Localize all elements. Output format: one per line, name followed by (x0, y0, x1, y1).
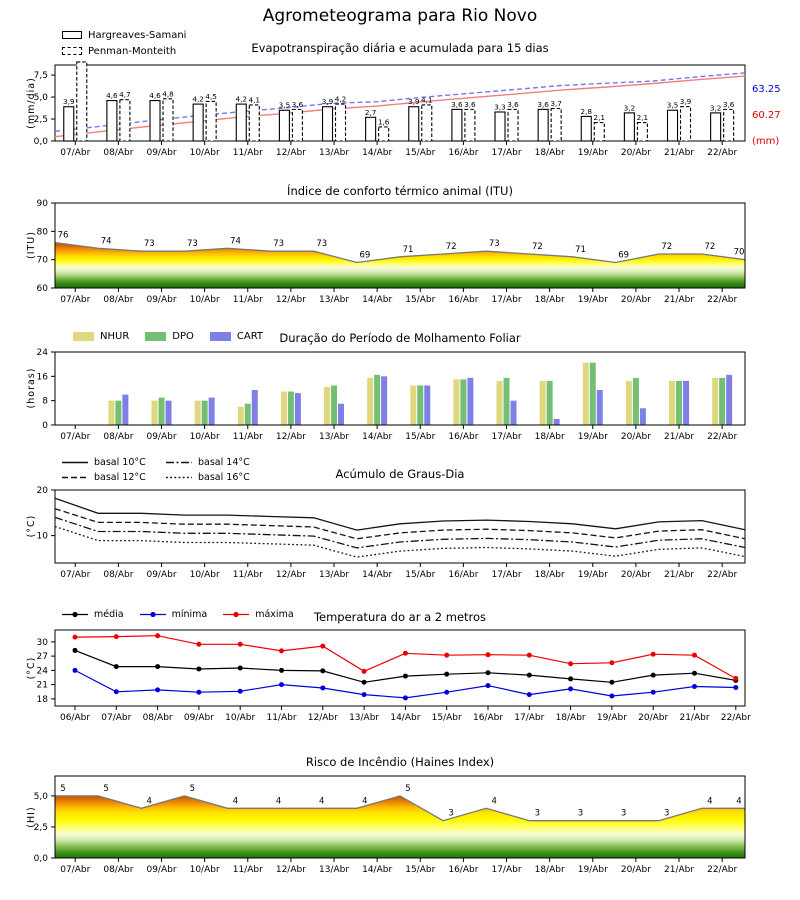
svg-text:13/Abr: 13/Abr (318, 148, 350, 158)
svg-text:22/Abr: 22/Abr (707, 432, 738, 442)
media-dot-line-swatch-icon (62, 610, 88, 619)
svg-text:10/Abr: 10/Abr (189, 295, 220, 305)
svg-text:21/Abr: 21/Abr (663, 570, 695, 580)
nhur-swatch-icon (73, 332, 94, 341)
svg-text:3,5: 3,5 (666, 100, 679, 110)
svg-text:12/Abr: 12/Abr (307, 713, 338, 723)
accumulated-penman-value: 63.25 (752, 84, 781, 95)
svg-text:17/Abr: 17/Abr (514, 713, 545, 723)
evapotranspiration-legend (62, 27, 186, 59)
solid-line-swatch-icon (62, 459, 88, 466)
svg-text:3,5: 3,5 (278, 100, 291, 110)
svg-text:2,1: 2,1 (593, 113, 606, 123)
molhamento-title: Duração do Período de Molhamento Foliar (279, 331, 521, 345)
minima-dot-line-swatch-icon (140, 610, 166, 619)
legend-label: média (94, 609, 124, 620)
svg-text:07/Abr: 07/Abr (60, 865, 91, 875)
svg-text:0: 0 (42, 421, 48, 431)
legend-item-basal12 (62, 470, 166, 485)
svg-text:4,1: 4,1 (248, 95, 261, 105)
svg-text:0,0: 0,0 (33, 854, 48, 864)
svg-text:17/Abr: 17/Abr (491, 865, 522, 875)
svg-text:07/Abr: 07/Abr (60, 432, 91, 442)
svg-text:20: 20 (36, 486, 48, 496)
svg-text:13/Abr: 13/Abr (318, 432, 350, 442)
svg-text:16: 16 (36, 372, 48, 383)
graus-dia-legend (62, 455, 250, 485)
cart-swatch-icon (210, 332, 231, 341)
legend-label: máxima (255, 609, 294, 620)
dpo-swatch-icon (145, 332, 166, 341)
svg-text:15/Abr: 15/Abr (405, 148, 436, 158)
svg-text:07/Abr: 07/Abr (60, 148, 91, 158)
svg-text:5,0: 5,0 (33, 93, 48, 104)
legend-label: basal 10°C (94, 457, 146, 468)
svg-text:09/Abr: 09/Abr (146, 148, 177, 158)
svg-text:13/Abr: 13/Abr (318, 570, 350, 580)
svg-text:15/Abr: 15/Abr (405, 865, 436, 875)
svg-text:12/Abr: 12/Abr (275, 432, 306, 442)
svg-text:5,0: 5,0 (33, 791, 48, 802)
svg-text:76: 76 (57, 230, 69, 241)
svg-text:19/Abr: 19/Abr (577, 295, 608, 305)
svg-text:4: 4 (736, 796, 742, 807)
svg-text:4: 4 (275, 796, 282, 807)
svg-text:3,9: 3,9 (679, 97, 692, 107)
legend-item-nhur (73, 331, 129, 342)
svg-text:30: 30 (36, 637, 48, 648)
svg-text:14/Abr: 14/Abr (362, 295, 393, 305)
svg-text:19/Abr: 19/Abr (577, 570, 608, 580)
svg-text:3,6: 3,6 (537, 99, 549, 109)
svg-text:06/Abr: 06/Abr (59, 713, 91, 723)
svg-text:18/Abr: 18/Abr (534, 432, 565, 442)
svg-text:11/Abr: 11/Abr (266, 713, 297, 723)
legend-item-media (62, 609, 124, 620)
svg-text:21/Abr: 21/Abr (663, 295, 695, 305)
svg-text:12/Abr: 12/Abr (275, 148, 306, 158)
svg-text:11/Abr: 11/Abr (232, 432, 263, 442)
svg-text:09/Abr: 09/Abr (146, 865, 177, 875)
svg-text:4,2: 4,2 (192, 94, 204, 104)
svg-text:19/Abr: 19/Abr (596, 713, 627, 723)
itu-title: Índice de conforto térmico animal (ITU) (287, 184, 513, 198)
y-axis-label-hi: (HI) (26, 806, 37, 828)
svg-text:4: 4 (362, 796, 368, 807)
svg-text:24: 24 (36, 666, 48, 677)
y-axis-label-horas: (horas) (26, 367, 37, 409)
svg-text:21/Abr: 21/Abr (663, 148, 695, 158)
legend-item-basal14 (166, 455, 250, 470)
svg-text:73: 73 (186, 239, 198, 250)
svg-text:17/Abr: 17/Abr (491, 148, 522, 158)
svg-text:74: 74 (100, 236, 112, 247)
svg-text:22/Abr: 22/Abr (720, 713, 751, 723)
y-axis-label-itu: (ITU) (26, 231, 37, 259)
svg-text:3,9: 3,9 (321, 97, 334, 107)
svg-text:3,3: 3,3 (494, 102, 506, 112)
svg-text:07/Abr: 07/Abr (60, 295, 91, 305)
svg-text:08/Abr: 08/Abr (103, 432, 134, 442)
legend-label: basal 14°C (198, 457, 250, 468)
legend-item-cart (210, 331, 263, 342)
temperatura-chart (37, 630, 752, 723)
svg-text:71: 71 (575, 244, 586, 255)
svg-text:07/Abr: 07/Abr (60, 570, 91, 580)
svg-text:3,6: 3,6 (451, 99, 463, 109)
svg-text:10: 10 (36, 531, 48, 542)
svg-text:2,8: 2,8 (580, 106, 593, 116)
svg-text:09/Abr: 09/Abr (146, 570, 177, 580)
svg-text:70: 70 (36, 255, 48, 266)
svg-text:73: 73 (273, 239, 285, 250)
svg-text:15/Abr: 15/Abr (431, 713, 462, 723)
dotted-line-swatch-icon (166, 474, 192, 481)
svg-text:12/Abr: 12/Abr (275, 865, 306, 875)
svg-text:4: 4 (707, 796, 713, 807)
svg-text:16/Abr: 16/Abr (448, 148, 479, 158)
svg-text:72: 72 (704, 242, 716, 252)
graus-dia-chart (37, 486, 745, 580)
svg-text:3: 3 (620, 808, 627, 819)
svg-text:14/Abr: 14/Abr (390, 713, 421, 723)
legend-label: NHUR (100, 331, 130, 342)
legend-item-hargreaves (62, 27, 186, 43)
dashdot-line-swatch-icon (166, 459, 192, 466)
svg-text:8: 8 (42, 396, 48, 407)
svg-text:71: 71 (402, 244, 414, 255)
svg-text:13/Abr: 13/Abr (318, 295, 350, 305)
svg-text:16/Abr: 16/Abr (448, 865, 479, 875)
svg-text:15/Abr: 15/Abr (405, 432, 436, 442)
svg-text:4: 4 (146, 796, 152, 807)
svg-text:20/Abr: 20/Abr (620, 295, 651, 305)
svg-text:4: 4 (491, 796, 497, 807)
y-axis-label-mm-dia: (mm/dia) (26, 77, 37, 129)
legend-label: mínima (171, 609, 208, 620)
svg-text:20/Abr: 20/Abr (638, 713, 669, 723)
svg-text:09/Abr: 09/Abr (146, 295, 177, 305)
svg-text:15/Abr: 15/Abr (405, 295, 436, 305)
svg-text:3,9: 3,9 (407, 97, 420, 107)
svg-text:3,6: 3,6 (722, 99, 735, 109)
svg-text:5: 5 (405, 783, 411, 794)
svg-text:20/Abr: 20/Abr (620, 432, 651, 442)
svg-text:08/Abr: 08/Abr (103, 148, 134, 158)
svg-text:69: 69 (359, 250, 371, 261)
svg-text:13/Abr: 13/Abr (349, 713, 380, 723)
maxima-dot-line-swatch-icon (223, 610, 249, 619)
svg-text:4,8: 4,8 (162, 89, 174, 99)
svg-text:70: 70 (733, 247, 745, 258)
svg-text:19/Abr: 19/Abr (577, 865, 608, 875)
svg-text:2,5: 2,5 (33, 115, 48, 126)
svg-text:72: 72 (531, 242, 543, 252)
svg-text:3: 3 (664, 808, 670, 819)
legend-label: Penman-Monteith (88, 45, 177, 57)
svg-text:1,6: 1,6 (377, 117, 390, 127)
svg-text:11/Abr: 11/Abr (232, 295, 263, 305)
dashed-line-swatch-icon (62, 474, 88, 481)
haines-chart (34, 776, 745, 875)
legend-item-dpo (145, 331, 194, 342)
svg-text:3,6: 3,6 (291, 99, 304, 109)
svg-text:08/Abr: 08/Abr (103, 295, 134, 305)
legend-item-basal10 (62, 455, 166, 470)
legend-item-minima (140, 609, 208, 620)
svg-text:27: 27 (36, 652, 48, 663)
svg-text:10/Abr: 10/Abr (189, 570, 220, 580)
svg-text:3,9: 3,9 (62, 97, 75, 107)
svg-text:14/Abr: 14/Abr (362, 148, 393, 158)
svg-text:10/Abr: 10/Abr (225, 713, 256, 723)
legend-item-penman (62, 43, 186, 59)
svg-text:90: 90 (36, 199, 48, 209)
legend-label: Hargreaves-Samani (88, 29, 187, 41)
legend-item-basal16 (166, 470, 250, 485)
svg-text:3: 3 (448, 808, 454, 819)
svg-text:14/Abr: 14/Abr (362, 865, 393, 875)
svg-text:5: 5 (103, 783, 109, 794)
svg-text:21/Abr: 21/Abr (663, 432, 695, 442)
temperatura-legend (62, 609, 294, 620)
right-axis-unit: (mm) (752, 136, 780, 147)
svg-text:72: 72 (445, 242, 457, 252)
svg-text:20/Abr: 20/Abr (620, 570, 651, 580)
temperatura-title: Temperatura do ar a 2 metros (313, 610, 487, 624)
evapotranspiration-title: Evapotranspiração diária e acumulada para 15 dias (251, 41, 549, 55)
svg-text:21/Abr: 21/Abr (679, 713, 710, 723)
svg-text:24: 24 (36, 348, 48, 358)
svg-text:4,2: 4,2 (334, 94, 347, 104)
svg-text:07/Abr: 07/Abr (101, 713, 132, 723)
svg-text:12/Abr: 12/Abr (275, 295, 306, 305)
svg-text:19/Abr: 19/Abr (577, 432, 608, 442)
svg-text:73: 73 (316, 239, 328, 250)
svg-text:3: 3 (577, 808, 584, 819)
svg-text:08/Abr: 08/Abr (103, 865, 134, 875)
svg-text:18/Abr: 18/Abr (534, 148, 565, 158)
svg-text:21: 21 (36, 680, 48, 691)
haines-title: Risco de Incêndio (Haines Index) (305, 755, 495, 769)
svg-text:12/Abr: 12/Abr (275, 570, 306, 580)
molhamento-legend (73, 331, 263, 342)
svg-text:73: 73 (143, 239, 155, 250)
svg-text:3,6: 3,6 (464, 99, 476, 109)
itu-chart (37, 199, 745, 305)
page-title: Agrometeograma para Rio Novo (262, 6, 538, 26)
y-axis-label-temp: (°C) (26, 656, 37, 680)
svg-text:4: 4 (319, 796, 325, 807)
svg-text:73: 73 (488, 239, 500, 250)
evapotranspiration-chart (34, 62, 745, 158)
svg-text:10/Abr: 10/Abr (189, 148, 220, 158)
svg-text:4,2: 4,2 (235, 94, 248, 104)
svg-text:09/Abr: 09/Abr (146, 432, 177, 442)
legend-label: CART (236, 331, 264, 342)
svg-text:4,6: 4,6 (149, 91, 161, 101)
svg-text:4,6: 4,6 (106, 91, 118, 101)
svg-text:20/Abr: 20/Abr (620, 148, 651, 158)
hargreaves-bar-swatch-icon (62, 31, 82, 39)
svg-text:4,5: 4,5 (205, 91, 217, 101)
svg-text:18/Abr: 18/Abr (534, 295, 565, 305)
svg-text:11/Abr: 11/Abr (232, 570, 263, 580)
penman-bar-swatch-icon (62, 47, 82, 55)
svg-text:5: 5 (189, 783, 196, 794)
svg-text:17/Abr: 17/Abr (491, 570, 522, 580)
svg-text:20/Abr: 20/Abr (620, 865, 651, 875)
svg-text:18/Abr: 18/Abr (534, 570, 565, 580)
svg-text:14/Abr: 14/Abr (362, 432, 393, 442)
svg-text:14/Abr: 14/Abr (362, 570, 393, 580)
svg-text:7,5: 7,5 (33, 71, 48, 82)
molhamento-chart (37, 348, 745, 442)
svg-text:22/Abr: 22/Abr (707, 570, 738, 580)
svg-text:10/Abr: 10/Abr (189, 865, 220, 875)
svg-text:2,5: 2,5 (33, 822, 48, 833)
svg-text:22/Abr: 22/Abr (707, 148, 738, 158)
svg-text:16/Abr: 16/Abr (472, 713, 504, 723)
svg-text:18/Abr: 18/Abr (534, 865, 565, 875)
svg-text:60: 60 (36, 284, 48, 294)
svg-text:18/Abr: 18/Abr (555, 713, 586, 723)
svg-text:5: 5 (60, 783, 66, 794)
svg-text:16/Abr: 16/Abr (448, 295, 479, 305)
svg-text:74: 74 (230, 236, 241, 247)
svg-text:11/Abr: 11/Abr (232, 865, 263, 875)
svg-text:4: 4 (232, 796, 239, 807)
svg-text:3: 3 (534, 808, 541, 819)
y-axis-label-gd: (°C) (26, 514, 37, 538)
svg-text:13/Abr: 13/Abr (318, 865, 350, 875)
svg-text:3,2: 3,2 (709, 103, 722, 113)
svg-text:16/Abr: 16/Abr (448, 570, 479, 580)
svg-text:15/Abr: 15/Abr (405, 570, 436, 580)
svg-text:4,1: 4,1 (420, 95, 433, 105)
svg-text:2,7: 2,7 (364, 107, 377, 117)
svg-text:22/Abr: 22/Abr (707, 295, 738, 305)
svg-text:69: 69 (618, 250, 630, 261)
svg-text:3,6: 3,6 (507, 99, 519, 109)
svg-text:08/Abr: 08/Abr (142, 713, 173, 723)
svg-text:17/Abr: 17/Abr (491, 295, 522, 305)
svg-text:0,0: 0,0 (33, 137, 48, 147)
svg-text:10/Abr: 10/Abr (189, 432, 220, 442)
svg-text:3,7: 3,7 (550, 98, 562, 108)
svg-text:4,7: 4,7 (119, 90, 131, 100)
svg-text:17/Abr: 17/Abr (491, 432, 522, 442)
legend-label: basal 12°C (94, 472, 146, 483)
accumulated-hargreaves-value: 60.27 (752, 110, 781, 121)
legend-label: basal 16°C (198, 472, 250, 483)
svg-text:21/Abr: 21/Abr (663, 865, 695, 875)
svg-text:22/Abr: 22/Abr (707, 865, 738, 875)
svg-text:08/Abr: 08/Abr (103, 570, 134, 580)
svg-text:3,2: 3,2 (623, 103, 636, 113)
svg-text:80: 80 (36, 227, 48, 238)
svg-text:72: 72 (661, 242, 673, 252)
svg-text:09/Abr: 09/Abr (183, 713, 214, 723)
legend-label: DPO (172, 331, 194, 342)
svg-text:11/Abr: 11/Abr (232, 148, 263, 158)
svg-text:16/Abr: 16/Abr (448, 432, 479, 442)
svg-text:2,1: 2,1 (636, 113, 649, 123)
legend-item-maxima (223, 609, 293, 620)
svg-text:18: 18 (36, 694, 48, 705)
graus-dia-title: Acúmulo de Graus-Dia (335, 467, 465, 481)
svg-text:19/Abr: 19/Abr (577, 148, 608, 158)
